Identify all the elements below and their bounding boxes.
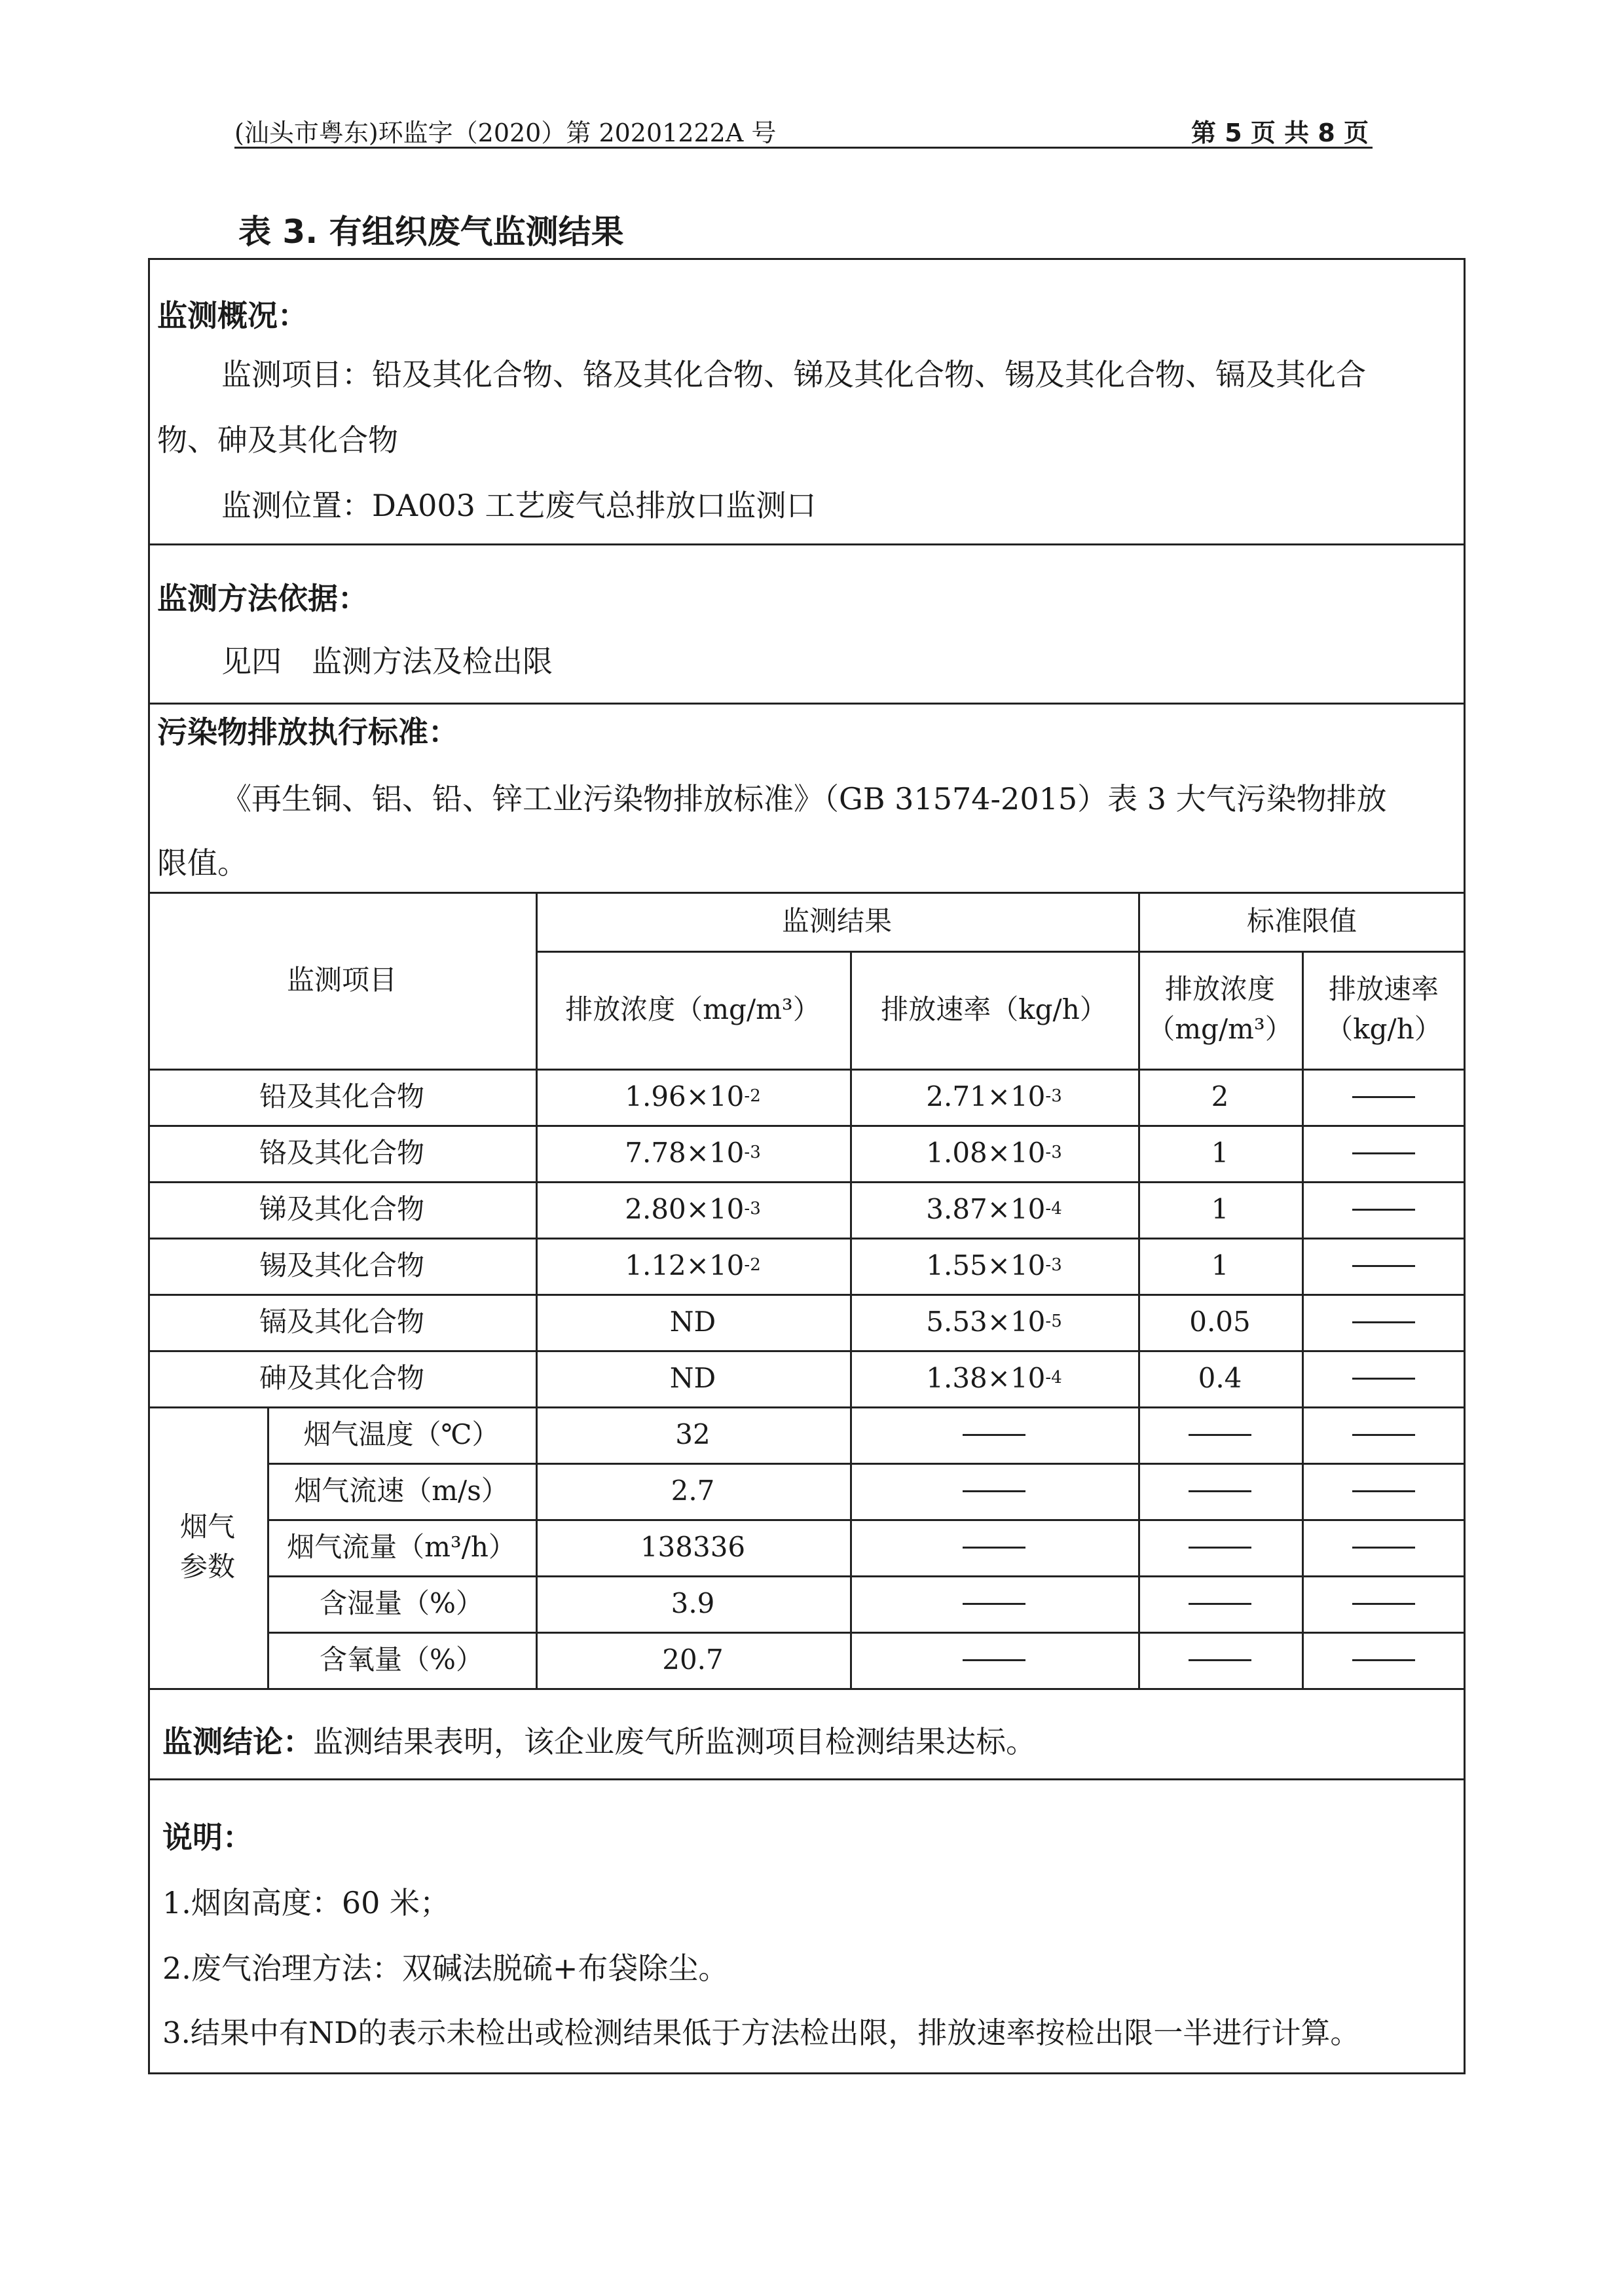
header-limit-rate-line2: （kg/h）: [1325, 1013, 1442, 1045]
method-heading: 监测方法依据：: [157, 581, 368, 616]
header-rule: [234, 147, 1373, 149]
limit-concentration-value: 0.4: [1198, 1361, 1242, 1394]
conclusion-label: 监测结论：: [162, 1724, 313, 1759]
concentration-value: ND: [669, 1305, 716, 1338]
header-standard-limits: 标准限值: [1246, 904, 1357, 937]
table-title: 表 3. 有组织废气监测结果: [238, 213, 624, 251]
rate-value: 1.55×10 -3: [926, 1249, 1062, 1281]
empty-dash: [850, 1463, 1138, 1519]
overview-heading: 监测概况：: [157, 298, 308, 333]
page-header: [234, 110, 1369, 149]
header-limit-concentration: [1138, 951, 1302, 1069]
rate-value: 3.87×10 -4: [926, 1192, 1062, 1225]
limit-concentration-value: 1: [1211, 1136, 1229, 1169]
header-limit-rate: [1302, 951, 1466, 1069]
conclusion: [162, 1718, 1036, 1761]
header-monitoring-item: 监测项目: [286, 963, 397, 996]
monitoring-items-line2: 物、砷及其化合物: [157, 422, 398, 458]
concentration-value: 1.12×10 -2: [625, 1249, 761, 1281]
empty-dash: [1302, 1463, 1466, 1519]
table-rule: [148, 1688, 1466, 1690]
empty-dash: [850, 1406, 1138, 1463]
pollutant-name: 砷及其化合物: [259, 1361, 424, 1394]
header-emission-rate: 排放速率（kg/h）: [881, 993, 1107, 1025]
flue-param-name: 烟气流速（m/s）: [294, 1474, 509, 1507]
limit-concentration-value: 0.05: [1189, 1305, 1251, 1338]
empty-dash: [850, 1575, 1138, 1632]
pollutant-name: 铬及其化合物: [259, 1136, 424, 1169]
monitoring-items-line1: 监测项目：铅及其化合物、铬及其化合物、锑及其化合物、锡及其化合物、镉及其化合: [221, 357, 1366, 392]
header-monitoring-results: 监测结果: [781, 904, 892, 937]
standard-line1: 《再生铜、铝、铅、锌工业污染物排放标准》（GB 31574-2015）表 3 大气污染物排放: [221, 781, 1387, 817]
empty-dash: [850, 1632, 1138, 1688]
empty-dash: [1138, 1519, 1302, 1575]
header-limit-concentration-line2: （mg/m³）: [1147, 1013, 1293, 1045]
empty-dash: [1138, 1632, 1302, 1688]
empty-dash: [1138, 1406, 1302, 1463]
note-item: 2.废气治理方法：双碱法脱硫+布袋除尘。: [162, 1951, 729, 1986]
limit-concentration-value: 2: [1211, 1080, 1229, 1112]
concentration-value: 7.78×10 -3: [625, 1136, 761, 1169]
note-item: 1.烟囱高度：60 米；: [162, 1885, 451, 1920]
flue-param-value: 138336: [640, 1530, 746, 1563]
monitoring-location: 监测位置：DA003 工艺废气总排放口监测口: [221, 488, 817, 523]
limit-rate-dash: [1302, 1069, 1466, 1125]
flue-param-value: 3.9: [671, 1587, 715, 1619]
empty-dash: [1302, 1575, 1466, 1632]
method-text: 见四 监测方法及检出限: [221, 644, 553, 679]
limit-rate-dash: [1302, 1181, 1466, 1238]
rate-value: 1.38×10 -4: [926, 1361, 1062, 1394]
flue-gas-group-line1: 烟气: [179, 1511, 235, 1543]
flue-param-value: 32: [675, 1418, 710, 1450]
limit-rate-dash: [1302, 1125, 1466, 1181]
rate-value: 2.71×10 -3: [926, 1080, 1062, 1112]
standard-heading: 污染物排放执行标准：: [157, 714, 458, 750]
flue-param-value: 20.7: [662, 1643, 724, 1676]
notes-heading: 说明：: [162, 1820, 253, 1855]
page-info: 第 5 页 共 8 页: [1190, 119, 1369, 147]
rate-value: 5.53×10 -5: [926, 1305, 1062, 1338]
pollutant-name: 锡及其化合物: [259, 1249, 424, 1281]
flue-param-name: 烟气温度（℃）: [303, 1418, 500, 1450]
pollutant-name: 锑及其化合物: [259, 1192, 424, 1225]
concentration-value: 2.80×10 -3: [625, 1192, 761, 1225]
standard-line2: 限值。: [157, 845, 248, 881]
empty-dash: [1138, 1463, 1302, 1519]
empty-dash: [1302, 1406, 1466, 1463]
limit-concentration-value: 1: [1211, 1192, 1229, 1225]
flue-param-value: 2.7: [671, 1474, 715, 1507]
conclusion-text: 监测结果表明，该企业废气所监测项目检测结果达标。: [313, 1724, 1036, 1759]
limit-rate-dash: [1302, 1238, 1466, 1294]
section-divider: [148, 703, 1466, 705]
flue-gas-group-line2: 参数: [179, 1551, 235, 1583]
header-limit-rate-line1: 排放速率: [1328, 973, 1439, 1006]
empty-dash: [1302, 1632, 1466, 1688]
concentration-value: 1.96×10 -2: [625, 1080, 761, 1112]
empty-dash: [1302, 1519, 1466, 1575]
empty-dash: [850, 1519, 1138, 1575]
empty-dash: [1138, 1575, 1302, 1632]
flue-param-name: 含氧量（%）: [320, 1643, 483, 1676]
concentration-value: ND: [669, 1361, 716, 1394]
section-divider: [148, 543, 1466, 545]
flue-gas-group-label: [148, 1406, 267, 1688]
note-item: 3.结果中有ND的表示未检出或检测结果低于方法检出限，排放速率按检出限一半进行计算。: [162, 2015, 1360, 2050]
header-emission-concentration: 排放浓度（mg/m³）: [565, 993, 821, 1025]
flue-param-name: 烟气流量（m³/h）: [287, 1530, 516, 1563]
flue-param-name: 含湿量（%）: [320, 1587, 483, 1619]
table-rule: [148, 1778, 1466, 1780]
pollutant-name: 镉及其化合物: [259, 1305, 424, 1338]
rate-value: 1.08×10 -3: [926, 1136, 1062, 1169]
limit-rate-dash: [1302, 1294, 1466, 1350]
limit-rate-dash: [1302, 1350, 1466, 1406]
pollutant-name: 铅及其化合物: [259, 1080, 424, 1112]
limit-concentration-value: 1: [1211, 1249, 1229, 1281]
document-number: (汕头市粤东)环监字（2020）第 20201222A 号: [234, 119, 777, 147]
header-limit-concentration-line1: 排放浓度: [1164, 973, 1275, 1006]
